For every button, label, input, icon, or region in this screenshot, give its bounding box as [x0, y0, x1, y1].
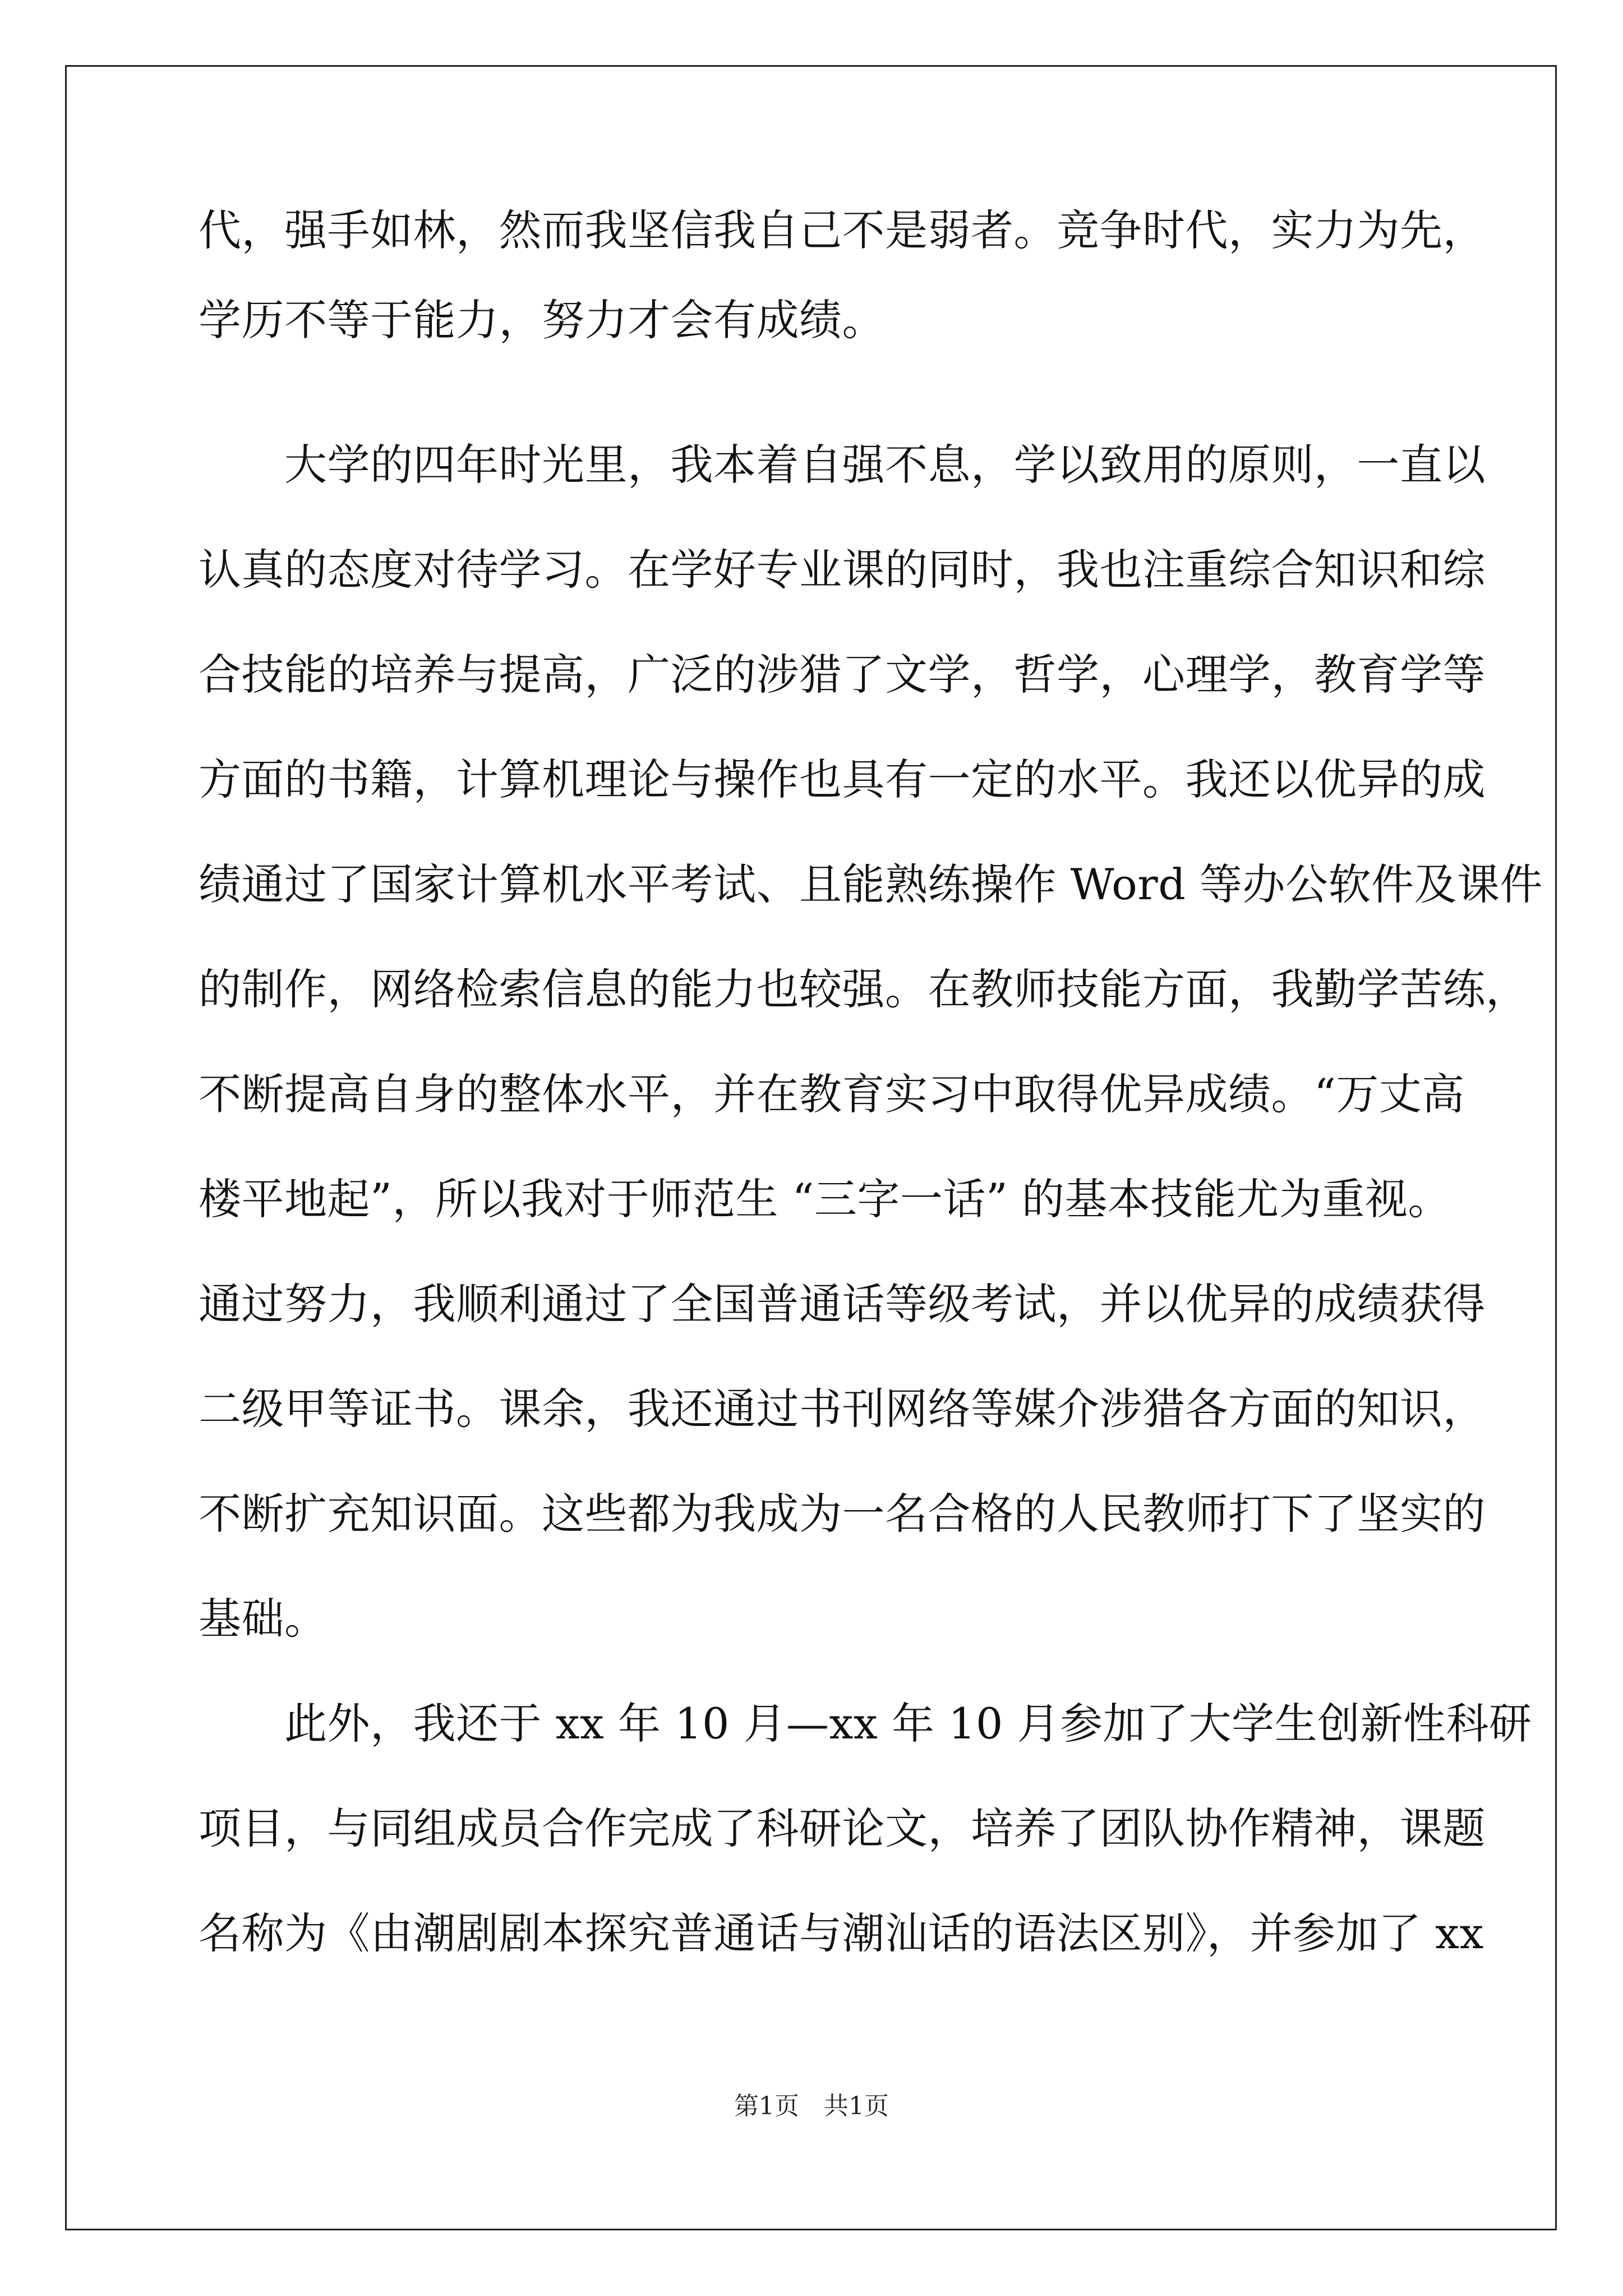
page-total: 共1页 — [824, 2092, 889, 2120]
page-number: 第1页 — [734, 2092, 799, 2120]
text-line: 代，强手如林，然而我坚信我自己不是弱者。竞争时代，实力为先， — [199, 205, 1486, 255]
text-line: 不断提高自身的整体水平，并在教育实习中取得优异成绩。“万丈高 — [199, 1069, 1465, 1119]
text-line: 项目，与同组成员合作完成了科研论文，培养了团队协作精神，课题 — [199, 1803, 1486, 1853]
text-line: 通过努力，我顺利通过了全国普通话等级考试，并以优异的成绩获得 — [199, 1279, 1486, 1329]
text-line: 楼平地起”，所以我对于师范生 “三字一话” 的基本技能尤为重视。 — [199, 1174, 1451, 1224]
text-line: 合技能的培养与提高，广泛的涉猎了文学，哲学，心理学，教育学等 — [199, 650, 1486, 700]
text-line: 大学的四年时光里，我本着自强不息，学以致用的原则，一直以 — [199, 440, 1486, 490]
text-line: 的制作，网络检索信息的能力也较强。在教师技能方面，我勤学苦练， — [199, 964, 1529, 1014]
page-footer — [0, 2086, 1623, 2122]
text-line: 基础。 — [199, 1594, 328, 1644]
text-line: 方面的书籍，计算机理论与操作也具有一定的水平。我还以优异的成 — [199, 754, 1486, 804]
text-line: 不断扩充知识面。这些都为我成为一名合格的人民教师打下了坚实的 — [199, 1489, 1486, 1539]
text-line: 学历不等于能力，努力才会有成绩。 — [199, 295, 885, 345]
text-line: 此外，我还于 xx 年 10 月—xx 年 10 月参加了大学生创新性科研 — [199, 1699, 1532, 1749]
text-line: 名称为《由潮剧剧本探究普通话与潮汕话的语法区别》，并参加了 xx — [199, 1908, 1484, 1958]
text-line: 认真的态度对待学习。在学好专业课的同时，我也注重综合知识和综 — [199, 545, 1486, 595]
text-line: 绩通过了国家计算机水平考试、且能熟练操作 Word 等办公软件及课件 — [199, 859, 1543, 909]
text-line: 二级甲等证书。课余，我还通过书刊网络等媒介涉猎各方面的知识， — [199, 1384, 1486, 1434]
